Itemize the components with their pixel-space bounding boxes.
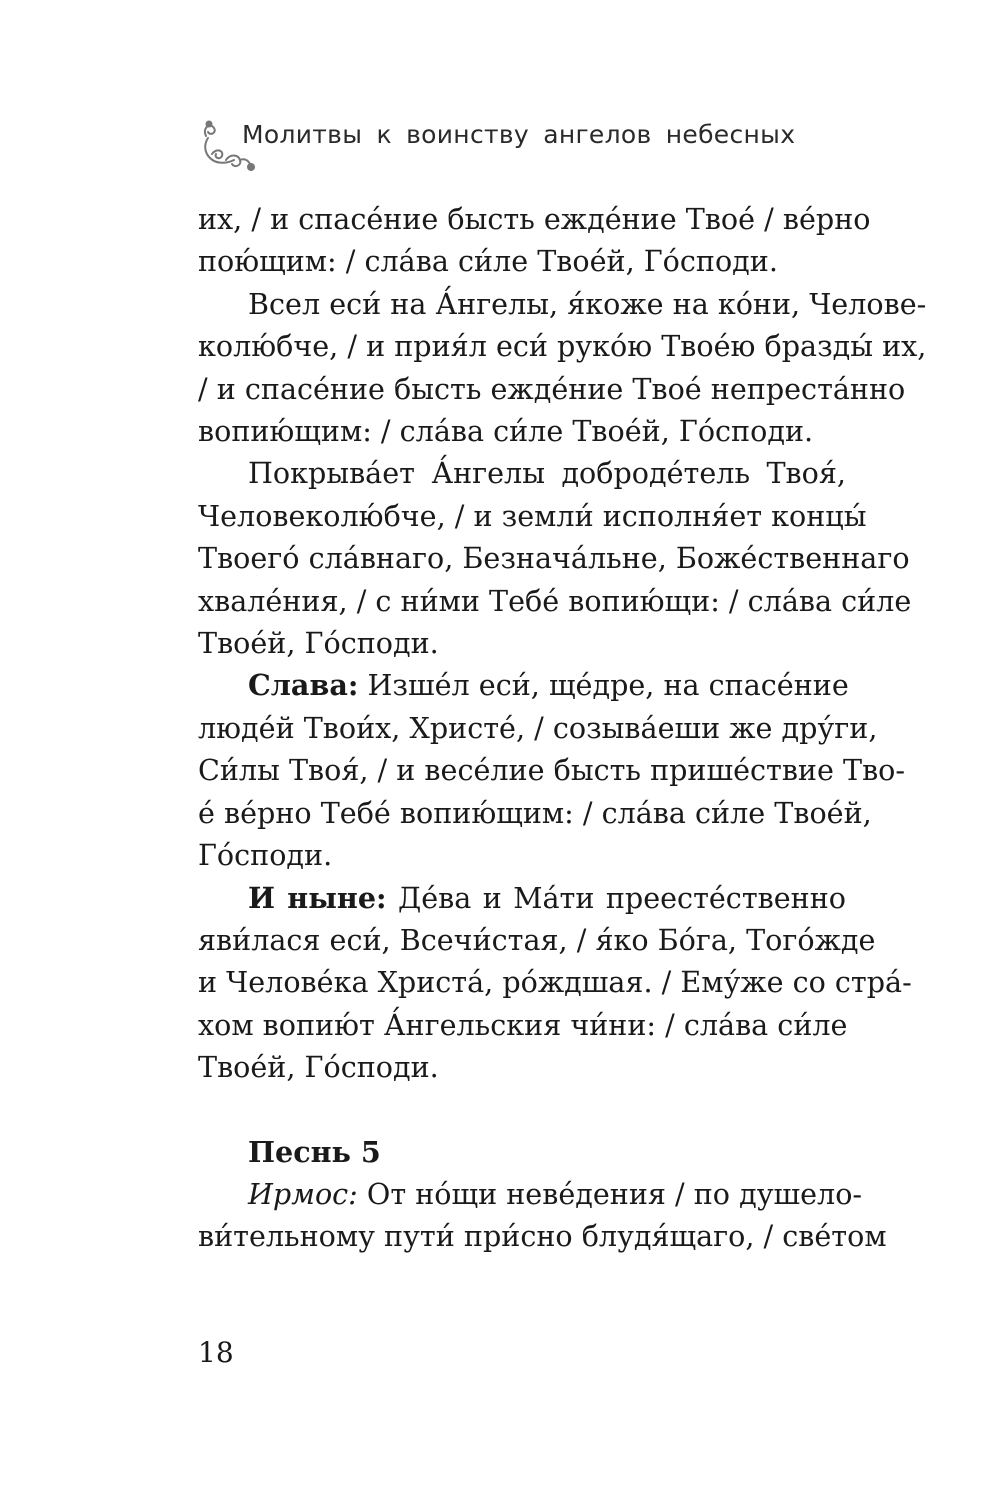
paragraph-2 [198, 283, 927, 453]
text-line: Го́споди. [198, 838, 333, 873]
text-line: е́ ве́рно Тебе́ вопию́щим: / сла́ва си́ле Твое́й, [198, 795, 872, 830]
text-line: хом вопию́т А́нгельския чи́ни: / сла́ва си́ле [198, 1007, 848, 1042]
running-header [196, 112, 816, 182]
i-nyne-label: И ныне: [248, 880, 387, 915]
page-body [198, 198, 927, 1258]
section-heading: Песнь 5 [248, 1134, 381, 1169]
text-line: колю́бче, / и прия́л еси́ руко́ю Твое́ю бразды́ их, [198, 329, 927, 364]
text-run: От но́щи неве́дения / по душело- [357, 1176, 863, 1211]
text-line: Си́лы Твоя́, / и весе́лие бысть прише́ствие Тво- [198, 753, 906, 788]
paragraph-i-nyne [198, 877, 912, 1089]
page-number: 18 [198, 1336, 234, 1369]
text-line: / и спасе́ние бысть ежде́ние Твое́ непреста́нно [198, 371, 906, 406]
text-line [198, 664, 849, 706]
text-run: Де́ва и Ма́ти преесте́ственно [386, 880, 846, 915]
slava-label: Слава: [248, 668, 359, 703]
text-run: Изше́л еси́, ще́дре, на спасе́ние [358, 668, 849, 703]
text-line: Твое́й, Го́споди. [198, 1050, 439, 1085]
text-line: Твое́й, Го́споди. [198, 626, 439, 661]
text-line [198, 877, 846, 919]
text-line: яви́лася еси́, Всечи́стая, / я́ко Бо́га, Того́жде [198, 922, 876, 957]
text-line: хвале́ния, / с ни́ми Тебе́ вопию́щи: / сла́ва си́ле [198, 583, 912, 618]
section-pesn-5 [198, 1131, 887, 1258]
text-line: Твоего́ сла́внаго, Безнача́льне, Боже́ственнаго [198, 541, 910, 576]
text-line: Покрыва́ет А́нгелы доброде́тель Твоя́, [248, 456, 846, 491]
text-line: люде́й Твои́х, Христе́, / созыва́еши же дру́ги, [198, 710, 878, 745]
text-line: пою́щим: / сла́ва си́ле Твое́й, Го́споди. [198, 244, 778, 279]
irmos-label: Ирмос: [248, 1176, 358, 1211]
text-line: вопию́щим: / сла́ва си́ле Твое́й, Го́споди. [198, 414, 814, 449]
text-line: и Челове́ка Христа́, ро́ждшая. / Ему́же со стра́- [198, 965, 912, 1000]
text-line: ви́тельному пути́ при́сно блудя́щаго, / све́том [198, 1219, 887, 1254]
text-line [198, 1173, 863, 1215]
paragraph-1 [198, 198, 871, 283]
text-line: их, / и спасе́ние бысть ежде́ние Твое́ / ве́рно [198, 202, 871, 236]
running-header-title: Молитвы к воинству ангелов небесных [242, 120, 796, 149]
text-line: Человеколю́бче, / и земли́ исполня́ет концы́ [198, 498, 867, 533]
paragraph-3 [198, 452, 912, 664]
paragraph-irmos [198, 1173, 887, 1258]
text-line: Всел еси́ на А́нгелы, я́коже на ко́ни, Челове- [248, 286, 927, 321]
paragraph-slava [198, 664, 906, 876]
